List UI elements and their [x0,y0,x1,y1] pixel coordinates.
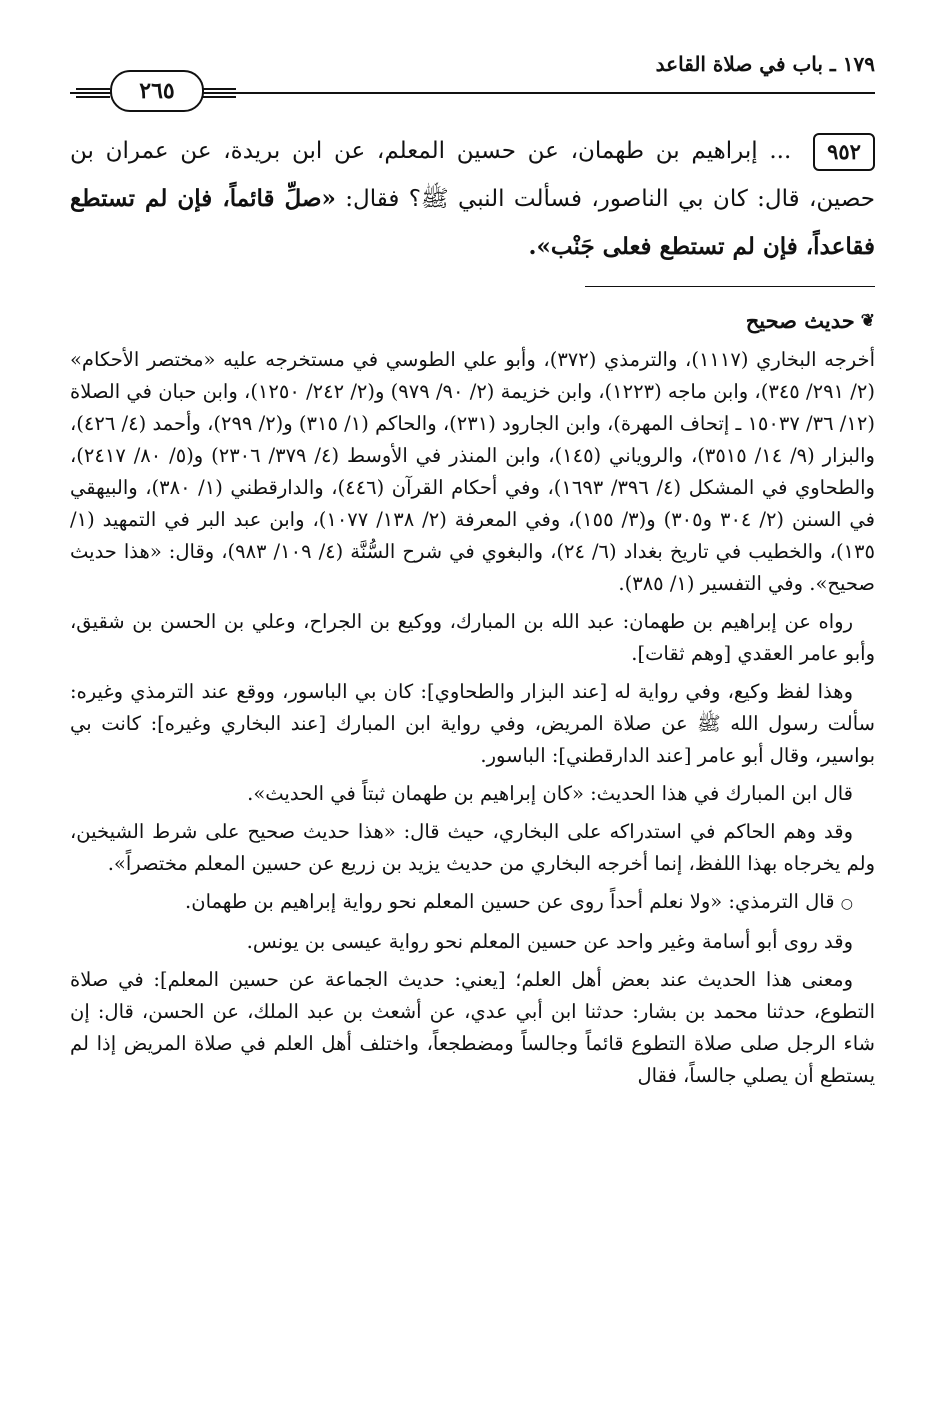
hadith-grade [746,308,875,333]
ornament-right [202,88,236,98]
paragraph-wording: وهذا لفظ وكيع، وفي رواية له [عند البزار والطحاوي]: كان بي الباسور، ووقع عند الترمذي وغيره: سألت رسول الله ﷺ عن صلاة المريض، وفي رواية ابن المبارك [عند البخاري وغيره]: كانت بي بواسير، وقال أبو عامر [عند الدارقطني]: الباسور. [70,680,875,767]
paragraph-hakim: وقد وهم الحاكم في استدراكه على البخاري، حيث قال: «هذا حديث صحيح على شرط الشيخين، ولم يخرجاه بهذا اللفظ، إنما أخرجه البخاري من حديث يزيد بن زريع عن حسين المعلم مختصراً». [70,820,875,875]
paragraph-abu-usama: وقد روى أبو أسامة وغير واحد عن حسين المعلم نحو رواية عيسى بن يونس. [246,930,853,953]
paragraph-takhrij: أخرجه البخاري (١١١٧)، والترمذي (٣٧٢)، وأبو علي الطوسي في مستخرجه عليه «مختصر الأحكام» (٢/ ٢٩١/ ٣٤٥)، وابن ماجه (١٢٢٣)، وابن خزيمة (٢/ ٩٠/ ٩٧٩) و(٢/ ٢٤٢/ ١٢٥٠)، وابن حبان في الصلاة (١٢/ ٣٦/ ١٥٠٣٧ ـ إتحاف المهرة)، وابن الجارود (٢٣١)، والحاكم (١/ ٣١٥) و(٢/ ٢٩٩)، وأحمد (٤/ ٤٢٦)، والبزار (٩/ ١٤/ ٣٥١٥)، والروياني (١٤٥)، وابن المنذر في الأوسط (٤/ ٣٧٩/ ٢٣٠٦) و(٥/ ٨٠/ ٢٤١٧)، والطحاوي في المشكل (٤/ ٣٩٦/ ١٦٩٣)، وفي أحكام القرآن (٤٤٦)، والدارقطني (١/ ٣٨٠)، والبيهقي في السنن (٢/ ٣٠٤ و٣٠٥) و(٣/ ١٥٥)، وفي المعرفة (٢/ ١٣٨/ ١٠٧٧)، وابن عبد البر في التمهيد (١/ ١٣٥)، والخطيب في تاريخ بغداد (٦/ ٢٤)، والبغوي في شرح السُّنَّة (٤/ ١٠٩/ ٩٨٣)، وقال: «هذا حديث صحيح». وفي التفسير (١/ ٣٨٥). [70,348,875,595]
paragraph-tirmidhi [70,886,875,920]
paragraph-narrators: رواه عن إبراهيم بن طهمان: عبد الله بن المبارك، ووكيع بن الجراح، وعلي بن الحسن بن شقيق، وأبو عامر العقدي [وهم ثقات]. [70,610,875,665]
running-title: ١٧٩ ـ باب في صلاة القاعد [655,52,875,76]
paragraph-meaning: ومعنى هذا الحديث عند بعض أهل العلم؛ [يعني: حديث الجماعة عن حسين المعلم]: في صلاة التطوع، حدثنا محمد بن بشار: حدثنا ابن أبي عدي، عن أشعث بن عبد الملك، عن الحسن، قال: إن شاء الرجل صلى صلاة التطوع قائماً وجالساً ومضطجعاً، واختلف أهل العلم في صلاة المريض إذا لم يستطع أن يصلي جالساً، فقال [70,968,875,1087]
ornament-left [76,88,110,98]
ornament-icon: ❦ [860,310,875,331]
hadith-text: ... إبراهيم بن طهمان، عن حسين المعلم، عن ابن بريدة، عن عمران بن حصين، قال: كان بي الناصور، فسألت النبي ﷺ؟ فقال: [70,138,875,212]
page-header [70,48,875,104]
hadith-matn: «صلِّ قائماً، فإن لم تستطع فقاعداً، فإن لم تستطع فعلى جَنْب». [70,185,875,260]
paragraph-ibn-mubarak: قال ابن المبارك في هذا الحديث: «كان إبراهيم بن طهمان ثبتاً في الحديث». [247,782,853,805]
section-divider [585,286,875,287]
commentary [70,344,875,1098]
book-page [70,40,875,1380]
hadith-number-badge: ٩٥٢ [813,133,875,171]
page-number-badge: ٢٦٥ [110,70,204,112]
hadith-block [70,128,875,271]
tirmidhi-text: قال الترمذي: «ولا نعلم أحداً روى عن حسين المعلم نحو رواية إبراهيم بن طهمان. [185,890,835,913]
grade-label: حديث صحيح [745,308,855,333]
bullet-icon: ○ [840,896,853,912]
